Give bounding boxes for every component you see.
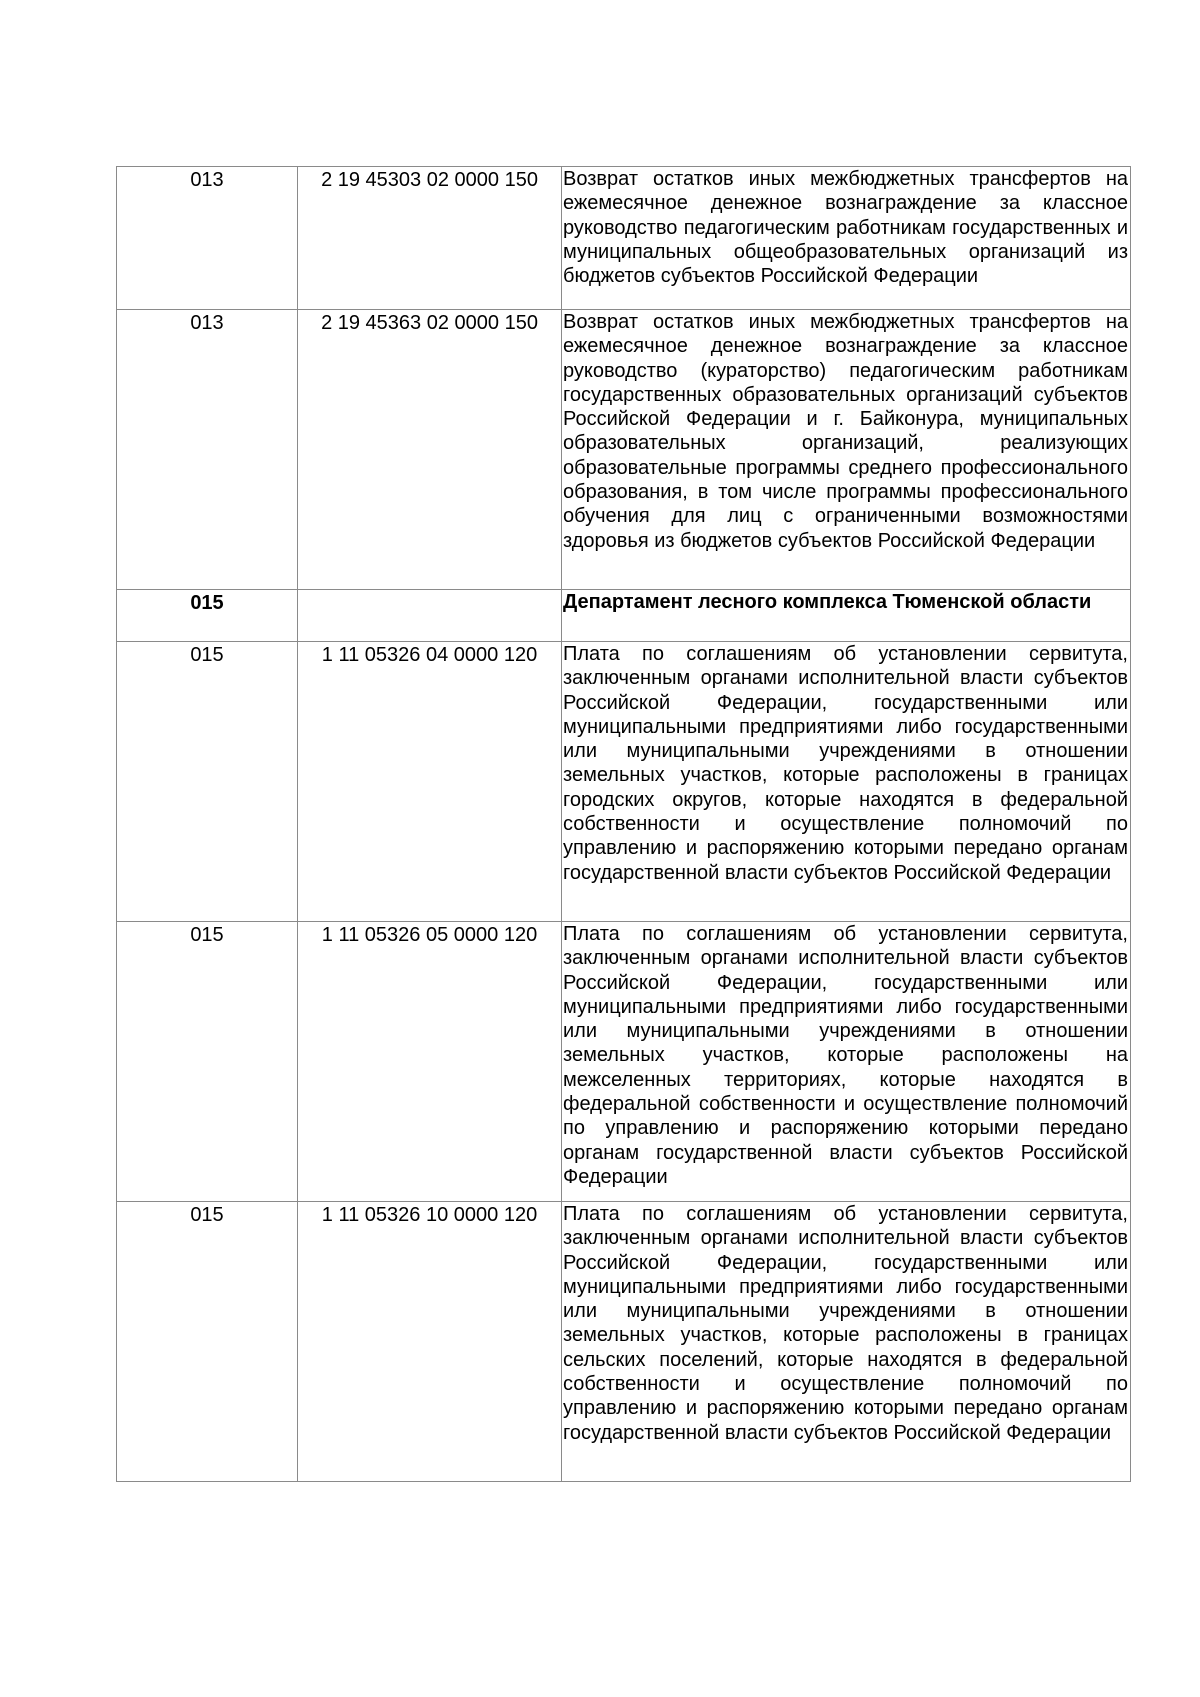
revenue-codes-table bbox=[116, 166, 1131, 1482]
table-row bbox=[117, 1202, 1131, 1482]
description-cell bbox=[562, 590, 1131, 642]
table-row bbox=[117, 922, 1131, 1202]
admin-code-cell: 015 bbox=[117, 1202, 298, 1482]
admin-code-cell: 013 bbox=[117, 167, 298, 310]
description-cell bbox=[562, 1202, 1131, 1482]
description-text: Возврат остатков иных межбюджетных трансфертов на ежемесячное денежное вознаграждение за классное руководство педагогическим работникам государственных и муниципальных общеобразовательных организаций из бюджетов субъектов Российской Федерации bbox=[563, 168, 1128, 288]
revenue-code-cell: 1 11 05326 04 0000 120 bbox=[298, 642, 562, 922]
description-cell bbox=[562, 642, 1131, 922]
table-row bbox=[117, 642, 1131, 922]
revenue-code-cell: 2 19 45363 02 0000 150 bbox=[298, 310, 562, 590]
description-cell bbox=[562, 310, 1131, 590]
table-row bbox=[117, 167, 1131, 310]
description-cell bbox=[562, 167, 1131, 310]
admin-code-cell: 013 bbox=[117, 310, 298, 590]
table-row-department-heading bbox=[117, 590, 1131, 642]
admin-code-cell: 015 bbox=[117, 590, 298, 642]
description-text: Возврат остатков иных межбюджетных трансфертов на ежемесячное денежное вознаграждение за классное руководство (кураторство) педагогическим работникам государственных образовательных организаций субъектов Российской Федерации и г. Байконура, муниципальных образовательных организаций, реализующих образовательные программы среднего профессионального образования, в том числе программы профессионального обучения для лиц с ограниченными возможностями здоровья из бюджетов субъектов Российской Федерации bbox=[563, 311, 1128, 552]
revenue-code-cell: 2 19 45303 02 0000 150 bbox=[298, 167, 562, 310]
revenue-code-cell bbox=[298, 590, 562, 642]
description-text: Плата по соглашениям об установлении сервитута, заключенным органами исполнительной власти субъектов Российской Федерации, государственными или муниципальными предприятиями либо государственными или муниципальными учреждениями в отношении земельных участков, которые расположены в границах городских округов, которые находятся в федеральной собственности и осуществление полномочий по управлению и распоряжению которыми передано органам государственной власти субъектов Российской Федерации bbox=[563, 643, 1128, 884]
description-text: Плата по соглашениям об установлении сервитута, заключенным органами исполнительной власти субъектов Российской Федерации, государственными или муниципальными предприятиями либо государственными или муниципальными учреждениями в отношении земельных участков, которые расположены в границах сельских поселений, которые находятся в федеральной собственности и осуществление полномочий по управлению и распоряжению которыми передано органам государственной власти субъектов Российской Федерации bbox=[563, 1203, 1128, 1444]
admin-code-cell: 015 bbox=[117, 922, 298, 1202]
description-cell bbox=[562, 922, 1131, 1202]
department-name: Департамент лесного комплекса Тюменской области bbox=[563, 591, 1092, 613]
table-row bbox=[117, 310, 1131, 590]
description-text: Плата по соглашениям об установлении сервитута, заключенным органами исполнительной власти субъектов Российской Федерации, государственными или муниципальными предприятиями либо государственными или муниципальными учреждениями в отношении земельных участков, которые расположены на межселенных территориях, которые находятся в федеральной собственности и осуществление полномочий по управлению и распоряжению которыми передано органам государственной власти субъектов Российской Федерации bbox=[563, 923, 1128, 1188]
revenue-code-cell: 1 11 05326 05 0000 120 bbox=[298, 922, 562, 1202]
admin-code-cell: 015 bbox=[117, 642, 298, 922]
revenue-code-cell: 1 11 05326 10 0000 120 bbox=[298, 1202, 562, 1482]
